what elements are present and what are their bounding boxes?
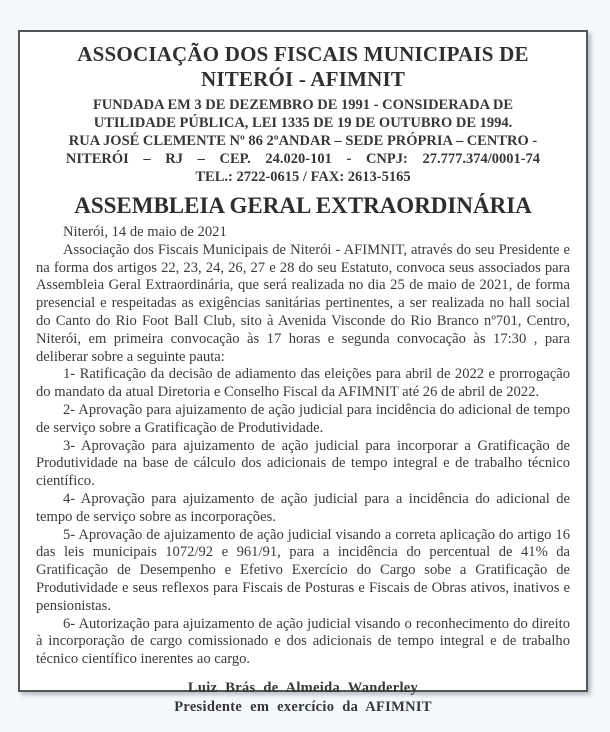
agenda-item-1: 1- Ratificação da decisão de adiamento das eleições para abril de 2022 e prorrogação do mandato da atual Diretoria e Conselho Fiscal da AFIMNIT até 26 de abril de 2022.	[36, 366, 570, 401]
agenda-item-6: 6- Autorização para ajuizamento de ação judicial visando o reconhecimento do direito à incorporação de cargo comissionado e dos adicionais de tempo integral e de trabalho técnico científico inerentes ao cargo.	[36, 615, 570, 668]
header-address-line-2: NITERÓI – RJ – CEP. 24.020-101 - CNPJ: 27.777.374/0001-74	[65, 151, 541, 167]
agenda-item-5: 5- Aprovação de ajuizamento de ação judicial visando a correta aplicação do artigo 16 das leis municipais 1072/92 e 961/91, para a incidência do percentual de 41% da Gratificação de Desempenho e Efetivo Exercício do Cargo sobe a Gratificação de Produtividade e seus reflexos para Fiscais de Posturas e Fiscais de Obras ativos, inativos e pensionistas.	[36, 526, 570, 614]
agenda-item-2: 2- Aprovação para ajuizamento de ação judicial para incidência do adicional de tempo de serviço sobre a Gratificação de Produtividade.	[36, 401, 570, 436]
assembly-heading: ASSEMBLEIA GERAL EXTRAORDINÁRIA	[74, 193, 532, 218]
header-phone-line: TEL.: 2722-0615 / FAX: 2613-5165	[195, 169, 411, 185]
signature-role: Presidente em exercício da AFIMNIT	[174, 698, 432, 715]
date-line: Niterói, 14 de maio de 2021	[63, 224, 227, 240]
intro-paragraph: Associação dos Fiscais Municipais de Niterói - AFIMNIT, através do seu Presidente e na forma dos artigos 22, 23, 24, 26, 27 e 28 do seu Estatuto, convoca seus associados para Assembleia Geral Extraordinária, que será realizada no dia 25 de maio de 2021, de forma presencial e respeitadas as exigências sanitárias pertinentes, a ser realizada no hall social do Canto do Rio Foot Ball Club, sito à Avenida Visconde do Rio Branco nº701, Centro, Niterói, em primeira convocação às 17 horas e segunda convocação às 17:30 , para deliberar sobre a seguinte pauta:	[36, 241, 570, 365]
header-address-line-1: RUA JOSÉ CLEMENTE Nº 86 2ºANDAR – SEDE PRÓPRIA – CENTRO -	[68, 133, 538, 149]
document-body	[36, 224, 570, 669]
agenda-item-4: 4- Aprovação para ajuizamento de ação judicial para a incidência do adicional de tempo de serviço sobre as incorporações.	[36, 490, 570, 525]
signature-name: Luiz Brás de Almeida Wanderley	[187, 679, 419, 696]
header-founded-line-1: FUNDADA EM 3 DE DEZEMBRO DE 1991 - CONSIDERADA DE	[92, 97, 514, 113]
association-title: ASSOCIAÇÃO DOS FISCAIS MUNICIPAIS DE NITERÓI - AFIMNIT	[77, 42, 529, 91]
header-founded-line-2: UTILIDADE PÚBLICA, LEI 1335 DE 19 DE OUTUBRO DE 1994.	[93, 115, 513, 131]
agenda-item-3: 3- Aprovação para ajuizamento de ação judicial para incorporar a Gratificação de Produtividade na base de cálculo dos adicionais de tempo integral e de trabalho técnico científico.	[36, 437, 570, 490]
association-header-info	[38, 96, 568, 186]
signature-block	[34, 679, 572, 717]
document-sheet	[18, 30, 588, 715]
